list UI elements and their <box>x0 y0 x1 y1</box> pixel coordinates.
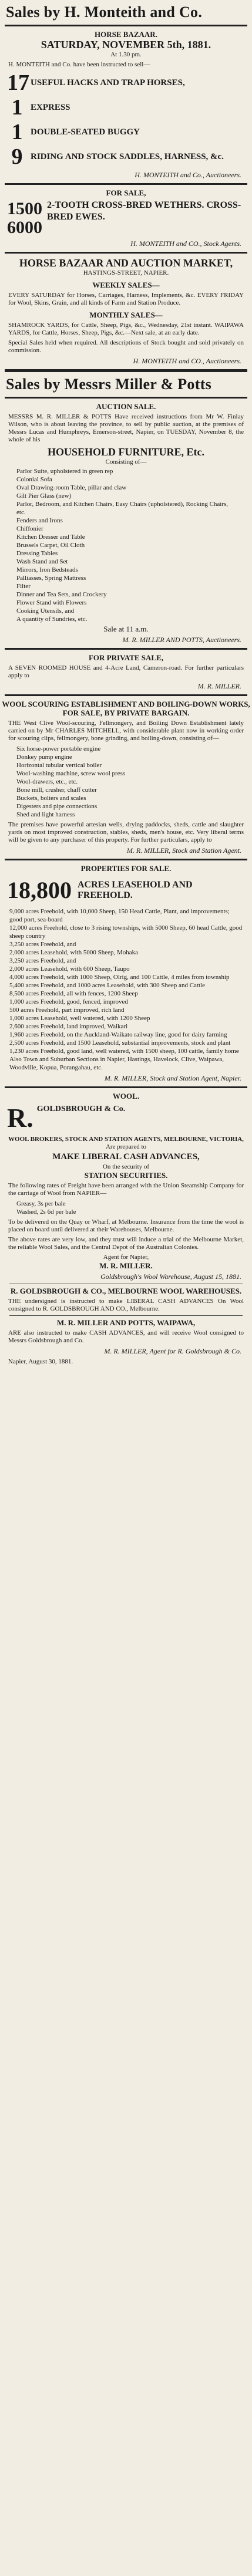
wool-text-2: The premises have powerful artesian wells, drying paddocks, sheds, cattle and slaughter yards on most improved construction, stables, sheds, men's house, etc. Very liberal terms will be given to any purchaser of this property. For further particulars, apply to <box>8 821 244 843</box>
agent-name: M. R. MILLER. <box>99 1261 153 1270</box>
divider <box>5 694 247 696</box>
private-title: FOR PRIVATE SALE, <box>88 653 164 662</box>
goldsbrough-sub: WOOL BROKERS, STOCK AND STATION AGENTS, MELBOURNE, VICTORIA, <box>8 1136 244 1143</box>
sheep-title: FOR SALE, <box>106 188 146 197</box>
list-item: 2,000 acres Leasehold, with 5000 Sheep, Mohaka <box>9 949 139 956</box>
horse-item: 1 EXPRESS <box>11 95 70 120</box>
auction-consisting: Consisting of— <box>105 458 147 465</box>
list-item: 1,000 acres Leasehold, well watered, with 1200 Sheep <box>9 1015 150 1022</box>
private-text: A SEVEN ROOMED HOUSE and 4-Acre Land, Cameron-road. For further particulars apply to <box>8 664 244 679</box>
acres-total: 18,800 <box>7 877 72 903</box>
divider <box>9 1315 243 1316</box>
waipawa-heading: M. R. MILLER AND POTTS, WAIPAWA, <box>56 1318 196 1327</box>
sheep-count-2: 6000 <box>7 218 42 237</box>
list-item: 1,000 acres Freehold, good, fenced, improved <box>9 998 128 1005</box>
list-item: Dressing Tables <box>16 550 58 557</box>
divider <box>5 397 247 399</box>
goldsbrough-initial: R. <box>7 1103 33 1133</box>
sheep-text: 2-TOOTH CROSS-BRED WETHERS. CROSS-BRED EWES. <box>47 200 241 222</box>
list-item: 3,250 acres Freehold, and <box>9 957 76 964</box>
list-item: Wool-washing machine, screw wool press <box>16 770 126 777</box>
list-item: Chiffonier <box>16 525 43 532</box>
plant-list <box>16 745 236 819</box>
wool-signature: M. R. MILLER, Stock and Station Agent. <box>126 846 241 855</box>
wool-scouring-ad <box>0 700 252 855</box>
list-item: Colonial Sofa <box>16 476 52 483</box>
divider <box>5 648 247 650</box>
list-item: Shed and light harness <box>16 811 75 818</box>
final-text: ARE also instructed to make CASH ADVANCES, and will receive Wool consigned to Messrs Goldsbrough and Co. <box>8 1329 244 1344</box>
divider <box>5 369 247 372</box>
freight-rates: The following rates of Freight have been arranged with the Union Steamship Company for the carriage of Wool from NAPIER— <box>8 1182 244 1197</box>
sheep-signature: H. MONTEITH and CO., Stock Agents. <box>130 239 241 248</box>
divider <box>5 1086 247 1088</box>
list-item: 2,000 acres Leasehold, with 600 Sheep, Taupo <box>9 965 130 973</box>
properties-signature: M. R. MILLER, Stock and Station Agent, Napier. <box>104 1074 241 1082</box>
list-item: A quantity of Sundries, etc. <box>16 616 88 623</box>
divider <box>5 183 247 185</box>
horse-item: 9 RIDING AND STOCK SADDLES, HARNESS, &c. <box>11 144 224 169</box>
goldsbrough-ad <box>0 1092 252 1366</box>
miller-header: Sales by Messrs Miller & Potts <box>6 376 212 393</box>
list-item: Oval Drawing-room Table, pillar and claw <box>16 484 127 491</box>
wool-title: WOOL SCOURING ESTABLISHMENT AND BOILING-DOWN WORKS, FOR SALE, BY PRIVATE BARGAIN. <box>2 700 250 717</box>
goldsbrough-name: GOLDSBROUGH & Co. <box>36 1105 126 1113</box>
list-item: Brussels Carpet, Oil Cloth <box>16 542 85 549</box>
auction-subtitle: HOUSEHOLD FURNITURE, Etc. <box>47 446 205 458</box>
list-item: Digesters and pipe connections <box>16 803 98 810</box>
acres-label: ACRES LEASEHOLD AND FREEHOLD. <box>78 879 193 900</box>
horse-item: 17 USEFUL HACKS AND TRAP HORSES, <box>7 70 185 95</box>
monteith-header: Sales by H. Monteith and Co. <box>6 4 203 21</box>
freight-text-2: The above rates are very low, and they trust will induce a trial of the Melbourne Market, the reliable Wool Sales, and the Central Depot of the Australian Colonies. <box>8 1236 244 1251</box>
list-item: Also Town and Suburban Sections in Napier, Hastings, Havelock, Clive, Waipawa, Woodville, Kopua, Porangahau, etc. <box>9 1056 224 1071</box>
auction-signature: M. R. MILLER AND POTTS, Auctioneers. <box>122 636 241 644</box>
mart-address: HASTINGS-STREET, NAPIER. <box>83 269 169 276</box>
list-item: Filter <box>16 583 31 590</box>
list-item: Horizontal tubular vertical boiler <box>16 762 102 769</box>
warehouse-heading: R. GOLDSBROUGH & CO., MELBOURNE WOOL WAREHOUSES. <box>10 1287 242 1295</box>
list-item: 12,000 acres Freehold, close to 3 rising townships, with 5000 Sheep, 60 head Cattle, good sheep country <box>9 924 243 940</box>
weekly-heading: WEEKLY SALES— <box>92 281 160 289</box>
monthly-text: SHAMROCK YARDS, for Cattle, Sheep, Pigs, &c., Wednesday, 21st instant. WAIPAWA YARDS, for Cattle, Horses, Sheep, Pigs, &c.—Next sale, at an early date. <box>8 322 244 336</box>
list-item: Flower Stand with Flowers <box>16 599 87 606</box>
list-item: 9,000 acres Freehold, with 10,000 Sheep, 150 Head Cattle, Plant, and improvements; good port, sea-board <box>9 908 230 923</box>
list-item: Buckets, bolters and scales <box>16 795 86 802</box>
final-signature: M. R. MILLER, Agent for R. Goldsbrough & Co. <box>104 1347 241 1355</box>
goldsbrough-station: STATION SECURITIES. <box>84 1171 168 1180</box>
goldsbrough-on: On the security of <box>102 1163 150 1170</box>
final-date: Napier, August 30, 1881. <box>8 1358 73 1365</box>
special-sales-text: Special Sales held when required. All descriptions of Stock bought and sold privately on commission. <box>8 339 244 354</box>
mart-signature: H. MONTEITH and CO., Auctioneers. <box>133 357 241 365</box>
goldsbrough-make: MAKE LIBERAL CASH ADVANCES, <box>52 1152 200 1162</box>
list-item: 1,230 acres Freehold, good land, well watered, with 1500 sheep, 100 cattle, family home <box>9 1048 239 1055</box>
auction-sale-ad <box>0 402 252 644</box>
horse-bazaar-ad <box>0 30 252 180</box>
list-item: Wool-drawers, etc., etc. <box>16 778 78 785</box>
agent-label: Agent for Napier, <box>103 1254 149 1261</box>
list-item: 500 acres Freehold, part improved, rich land <box>9 1007 125 1014</box>
mart-title: HORSE BAZAAR AND AUCTION MARKET, <box>19 257 233 269</box>
auction-market-ad <box>0 257 252 366</box>
rate-greasy: Greasy, 3s per bale <box>16 1200 66 1207</box>
wool-text: THE West Clive Wool-scouring, Fellmongery, and Boiling Down Establishment lately carried on by Mr CHARLES MITCHELL, with considerable plant now in working order for scouring clips, fellmongery, bone grinding, and boiling-down, consisting of— <box>8 720 244 742</box>
list-item: Gilt Pier Glass (new) <box>16 492 72 499</box>
monthly-heading: MONTHLY SALES— <box>89 310 163 319</box>
private-sale-ad <box>0 653 252 691</box>
list-item: Kitchen Dresser and Table <box>16 534 85 541</box>
divider <box>5 859 247 860</box>
property-list <box>9 907 243 1072</box>
warehouse-line: Goldsbrough's Wool Warehouse, August 15, 1881. <box>100 1272 241 1281</box>
list-item: Mirrors, Iron Bedsteads <box>16 566 78 573</box>
list-item: Parlor Suite, upholstered in green rep <box>16 468 113 475</box>
list-item: 5,400 acres Freehold, and 1000 acres Leasehold, with 300 Sheep and Cattle <box>9 982 205 989</box>
sale-time: Sale at 11 a.m. <box>103 624 149 633</box>
horse-signature: H. MONTEITH and Co., Auctioneers. <box>135 171 241 179</box>
furniture-list <box>16 467 236 623</box>
horse-date: SATURDAY, NOVEMBER 5th, 1881. <box>41 39 211 50</box>
list-item: Six horse-power portable engine <box>16 745 101 752</box>
goldsbrough-title: WOOL. <box>112 1092 140 1100</box>
list-item: 2,500 acres Freehold, and 1500 Leasehold, substantial improvements, stock and plant <box>9 1039 231 1046</box>
auction-intro: MESSRS M. R. MILLER & POTTS Have received instructions from Mr W. Finlay Wilson, who is about leaving the province, to sell by public auction, at the premises of Messrs Lucas and Humphreys, Emerson-street, Napier, on TUESDAY, November 8, the whole of his <box>8 413 244 443</box>
properties-title: PROPERTIES FOR SALE. <box>80 864 172 873</box>
goldsbrough-prep: Are prepared to <box>105 1143 147 1150</box>
freight-text: To be delivered on the Quay or Wharf, at Melbourne. Insurance from the time the wool is placed on board until delivered at their Warehouses, Melbourne. <box>8 1218 244 1233</box>
private-signature: M. R. MILLER. <box>197 682 241 690</box>
weekly-text: EVERY SATURDAY for Horses, Carriages, Harness, Implements, &c. EVERY FRIDAY for Wool, Skins, Grain, and all kinds of Farm and Station Produce. <box>8 292 244 306</box>
list-item: 1,960 acres Freehold, on the Auckland-Waikato railway line, good for dairy farming <box>9 1031 227 1038</box>
auction-title: AUCTION SALE. <box>96 402 156 411</box>
list-item: Donkey pump engine <box>16 754 72 761</box>
rate-washed: Washed, 2s 6d per bale <box>16 1208 76 1216</box>
sheep-count-1: 1500 <box>7 199 42 218</box>
list-item: 4,000 acres Freehold, with 1000 Sheep, Olrig, and 100 Cattle, 4 miles from township <box>9 974 230 981</box>
list-item: Fenders and Irons <box>16 517 63 524</box>
list-item: Cooking Utensils, and <box>16 607 75 615</box>
list-item: 8,500 acres Freehold, all with fences, 1200 Sheep <box>9 990 138 997</box>
list-item: Wash Stand and Set <box>16 558 68 565</box>
horse-time: At 1.30 pm. <box>110 51 142 58</box>
sheep-ad <box>0 188 252 248</box>
properties-ad <box>0 864 252 1083</box>
list-item: 2,600 acres Freehold, land improved, Waikari <box>9 1023 128 1030</box>
list-item: Parlor, Bedroom, and Kitchen Chairs, Easy Chairs (upholstered), Rocking Chairs, etc. <box>16 501 229 516</box>
divider <box>5 252 247 254</box>
list-item: Bone mill, crusher, chaff cutter <box>16 786 97 794</box>
divider <box>5 25 247 26</box>
horse-intro: H. MONTEITH and Co. have been instructed to sell— <box>8 61 150 68</box>
advance-text: THE undersigned is instructed to make LIBERAL CASH ADVANCES On Wool consigned to R. GOLDSBROUGH AND CO., Melbourne. <box>8 1298 244 1312</box>
horse-title: HORSE BAZAAR. <box>95 30 157 39</box>
list-item: Palliasses, Spring Mattress <box>16 575 86 582</box>
horse-item: 1 DOUBLE-SEATED BUGGY <box>11 120 140 144</box>
list-item: 3,250 acres Freehold, and <box>9 941 76 948</box>
list-item: Dinner and Tea Sets, and Crockery <box>16 591 107 598</box>
